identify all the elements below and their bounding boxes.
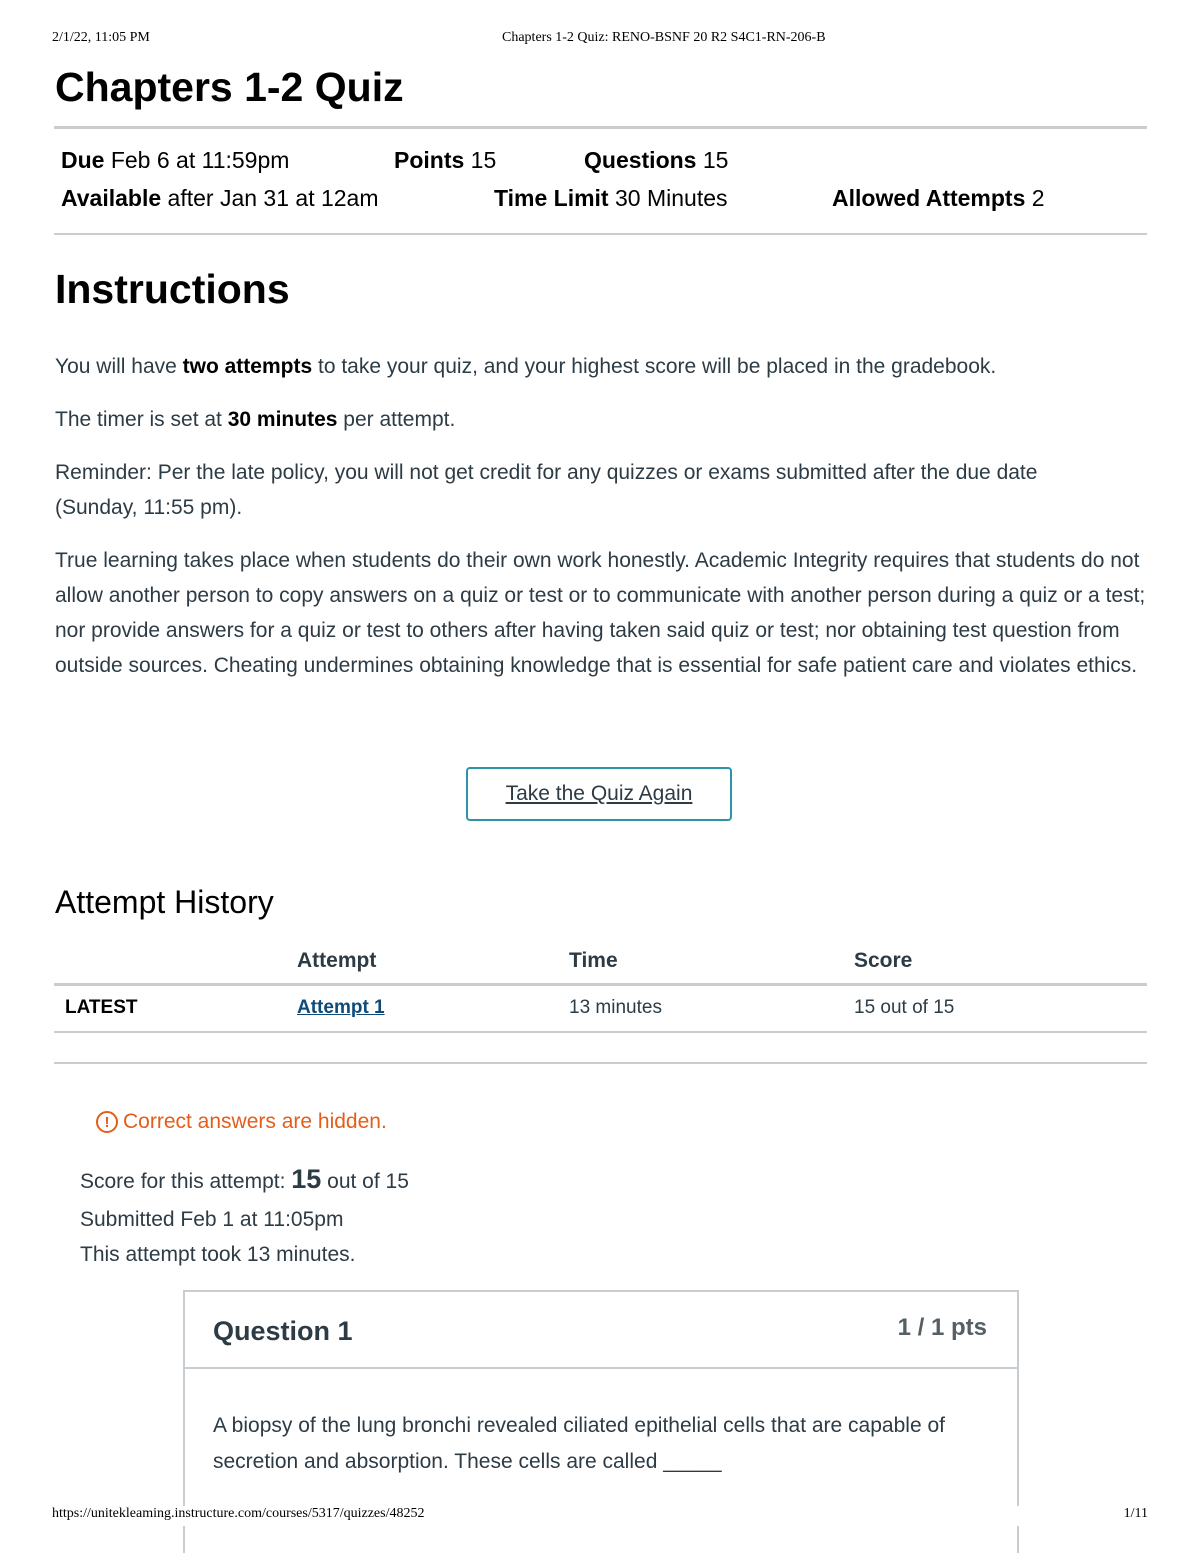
points-value: 15	[470, 147, 497, 173]
score-prefix: Score for this attempt:	[80, 1170, 292, 1193]
page-title: Chapters 1-2 Quiz	[55, 64, 404, 110]
instructions-integrity-paragraph: True learning takes place when students do their own work honestly. Academic Integrity requires that students do not allow another person to copy answers on a quiz or test or to communicate with another person during a quiz or a test; nor provide answers for a quiz or test to others after having taken said quiz or test; nor obtaining test question from outside sources. Cheating undermines obtaining knowledge that is essential for safe patient care and violates ethics.	[55, 549, 1146, 677]
print-doc-title: Chapters 1-2 Quiz: RENO-BSNF 20 R2 S4C1-RN-206-B	[502, 30, 826, 45]
title-divider	[54, 126, 1147, 129]
attempt-1-link[interactable]: Attempt 1	[297, 997, 385, 1018]
instructions-late-policy-paragraph: Reminder: Per the late policy, you will not get credit for any quizzes or exams submitted after the due date (Sunday, 11:55 pm).	[55, 461, 1038, 519]
instr-text: per attempt.	[337, 408, 456, 431]
question-header	[185, 1292, 1017, 1369]
allowed-attempts-info	[832, 185, 1045, 212]
print-header	[52, 30, 1148, 50]
print-page-number: 1/11	[1123, 1506, 1148, 1521]
column-header-time: Time	[569, 949, 618, 972]
warning-icon: !	[96, 1111, 118, 1133]
instructions-heading: Instructions	[55, 266, 290, 312]
attempt-duration: This attempt took 13 minutes.	[80, 1243, 356, 1266]
questions-label: Questions	[584, 147, 697, 173]
history-row-divider	[54, 1031, 1147, 1033]
history-header-divider	[54, 983, 1147, 986]
meta-divider	[54, 233, 1147, 235]
instr-emphasis: 30 minutes	[227, 408, 338, 431]
questions-info	[584, 147, 728, 174]
instructions-timer-paragraph	[55, 402, 1150, 437]
score-suffix: out of 15	[321, 1170, 409, 1193]
history-section-divider	[54, 1062, 1147, 1064]
print-date: 2/1/22, 11:05 PM	[52, 30, 150, 45]
allowed-attempts-value: 2	[1031, 185, 1045, 211]
time-limit-value: 30 Minutes	[615, 185, 728, 211]
attempt-score: 15 out of 15	[854, 997, 955, 1018]
print-footer	[52, 1506, 1148, 1526]
allowed-attempts-label: Allowed Attempts	[832, 185, 1026, 211]
available-info	[61, 185, 379, 212]
time-limit-label: Time Limit	[494, 185, 609, 211]
attempt-time: 13 minutes	[569, 997, 662, 1018]
due-label: Due	[61, 147, 105, 173]
points-label: Points	[394, 147, 465, 173]
instr-text: to take your quiz, and your highest score will be placed in the gradebook.	[312, 355, 997, 378]
instr-emphasis: two attempts	[182, 355, 313, 378]
available-value: after Jan 31 at 12am	[167, 185, 379, 211]
column-header-attempt: Attempt	[297, 949, 377, 972]
score-value: 15	[291, 1164, 322, 1194]
column-header-score: Score	[854, 949, 913, 972]
question-points: 1 / 1 pts	[897, 1314, 987, 1341]
take-quiz-again-button[interactable]: Take the Quiz Again	[466, 767, 732, 821]
latest-badge: LATEST	[65, 997, 138, 1018]
due-info	[61, 147, 289, 174]
instr-text: You will have	[55, 355, 183, 378]
questions-value: 15	[702, 147, 729, 173]
attempt-score-summary	[80, 1164, 409, 1195]
answers-hidden-text: Correct answers are hidden.	[123, 1110, 387, 1133]
points-info	[394, 147, 496, 174]
submitted-time: Submitted Feb 1 at 11:05pm	[80, 1208, 344, 1231]
instr-text: The timer is set at	[55, 408, 228, 431]
print-url: https://unitekleaming.instructure.com/courses/5317/quizzes/48252	[52, 1506, 425, 1521]
question-text: A biopsy of the lung bronchi revealed ciliated epithelial cells that are capable of secretion and absorption. These cells are called _____	[213, 1414, 945, 1473]
available-label: Available	[61, 185, 162, 211]
due-value: Feb 6 at 11:59pm	[110, 147, 290, 173]
instructions-attempts-paragraph	[55, 349, 1150, 384]
attempt-history-heading: Attempt History	[55, 884, 274, 920]
answers-hidden-notice	[96, 1110, 387, 1134]
time-limit-info	[494, 185, 728, 212]
question-title: Question 1	[213, 1316, 353, 1346]
